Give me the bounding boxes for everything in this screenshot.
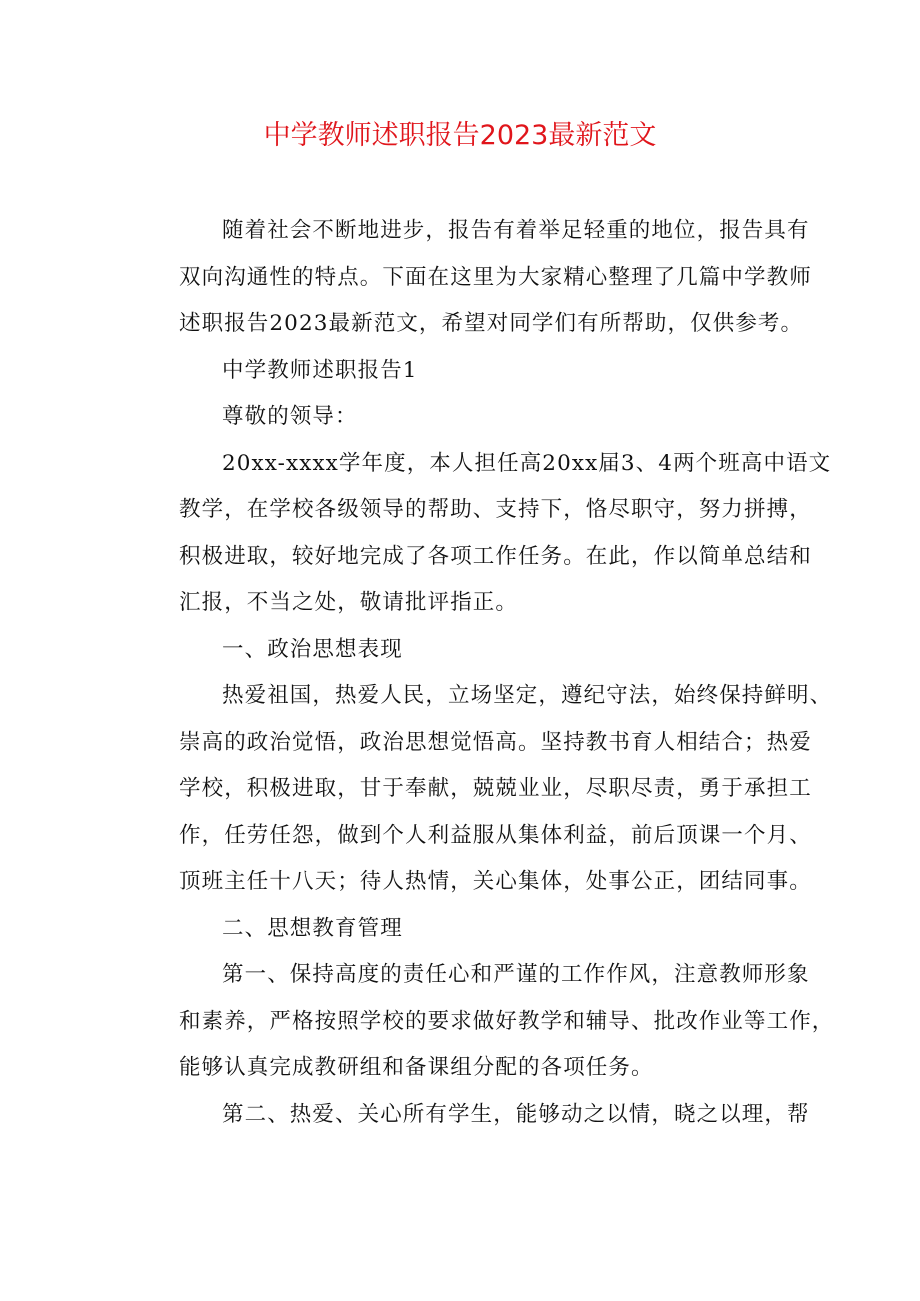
document-title: 中学教师述职报告2023最新范文	[263, 120, 657, 151]
paragraph-line: 随着社会不断地进步，报告有着举足轻重的地位，报告具有	[222, 218, 810, 243]
heading-line: 中学教师述职报告1	[222, 357, 418, 383]
heading-line: 一、政治思想表现	[222, 636, 403, 662]
paragraph-line: 第二、热爱、关心所有学生，能够动之以情，晓之以理，帮	[222, 1101, 810, 1127]
paragraph-line: 教学，在学校各级领导的帮助、支持下，恪尽职守，努力拼搏，	[179, 497, 812, 522]
paragraph-line: 积极进取，较好地完成了各项工作任务。在此，作以简单总结和	[179, 543, 812, 569]
document-body	[136, 208, 835, 1138]
paragraph-line: 述职报告2023最新范文，希望对同学们有所帮助，仅供参考。	[179, 311, 804, 336]
paragraph-salutation	[136, 394, 796, 441]
paragraph-line: 热爱祖国，热爱人民，立场坚定，遵纪守法，始终保持鲜明、	[222, 683, 833, 708]
paragraph-line: 汇报，不当之处，敬请批评指正。	[179, 590, 519, 615]
paragraph-overview	[136, 441, 832, 627]
paragraph-line: 和素养，严格按照学校的要求做好教学和辅导、批改作业等工作，	[179, 1008, 835, 1034]
paragraph-line: 顶班主任十八天；待人热情，关心集体，处事公正，团结同事。	[179, 869, 812, 894]
paragraph-line: 第一、保持高度的责任心和严谨的工作作风，注意教师形象	[222, 962, 810, 987]
paragraph-line: 双向沟通性的特点。下面在这里为大家精心整理了几篇中学教师	[179, 264, 812, 290]
paragraph-line: 20xx-xxxx学年度，本人担任高20xx届3、4两个班高中语文	[222, 450, 832, 476]
paragraph-education-second	[136, 1092, 810, 1139]
paragraph-intro	[136, 208, 812, 348]
paragraph-education-first	[136, 952, 835, 1092]
heading-line: 二、思想教育管理	[222, 915, 403, 941]
paragraph-line: 作，任劳任怨，做到个人利益服从集体利益，前后顶课一个月、	[179, 822, 812, 848]
paragraph-line: 崇高的政治觉悟，政治思想觉悟高。坚持教书育人相结合；热爱	[179, 729, 812, 755]
paragraph-politics	[136, 673, 833, 906]
section-heading-education	[136, 906, 796, 953]
paragraph-line: 尊敬的领导：	[222, 404, 358, 429]
section-heading-politics	[136, 627, 796, 674]
paragraph-line: 学校，积极进取，甘于奉献，兢兢业业，尽职尽责，勇于承担工	[179, 776, 812, 801]
section-heading-report-1	[136, 348, 796, 395]
paragraph-line: 能够认真完成教研组和备课组分配的各项任务。	[179, 1055, 654, 1080]
